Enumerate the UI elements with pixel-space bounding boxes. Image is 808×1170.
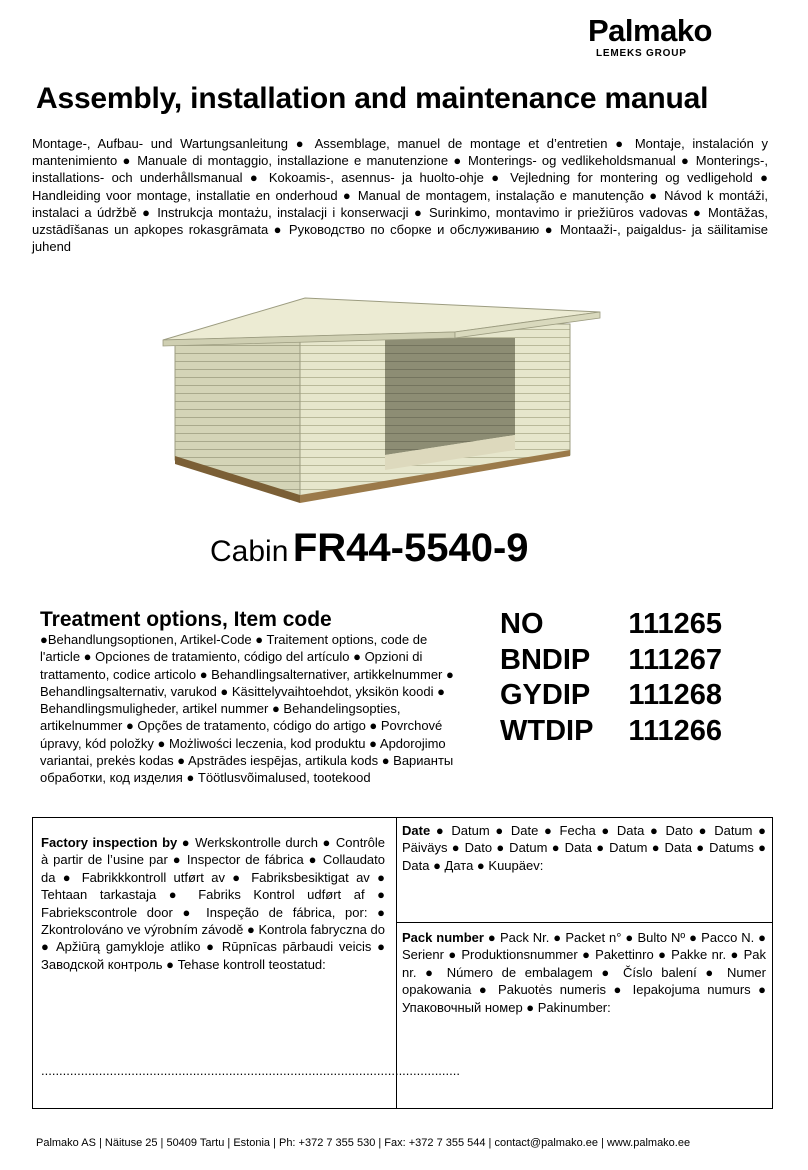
item-code: 111266 (628, 714, 722, 747)
cabin-illustration (155, 290, 605, 510)
factory-inspection-field (41, 834, 385, 973)
cabin-doorway (385, 338, 515, 455)
signature-line[interactable]: .................................................................................................................... (41, 1063, 460, 1078)
logo-group: LEMEKS GROUP (596, 48, 687, 59)
date-translations: ● Datum ● Date ● Fecha ● Data ● Dato ● Datum ● Päiväys ● Dato ● Datum ● Data ● Datum ● Data ● Datums ● Data ● Дата ● Kuupäev: (402, 823, 766, 873)
box-divider-horizontal (396, 922, 772, 923)
company-footer: Palmako AS | Näituse 25 | 50409 Tartu | Estonia | Ph: +372 7 355 530 | Fax: +372 7 355 544 | contact@palmako.ee | www.palmako.ee (36, 1137, 691, 1149)
item-code: 111267 (628, 643, 722, 676)
pack-number-label: Pack number (402, 930, 484, 945)
palmako-logo (566, 14, 734, 62)
treatment-option: GYDIP (500, 679, 591, 711)
factory-inspection-label: Factory inspection by (41, 835, 178, 850)
manual-title: Assembly, installation and maintenance manual (36, 82, 709, 115)
item-code-row (500, 714, 722, 750)
factory-inspection-translations: ● Werkskontrolle durch ● Contrôle à partir de l’usine par ● Inspector de fábrica ● Collaudato da ● Fabrikkkontroll utført av ● Fabriksbesiktigat av ● Tehtaan tarkastaja ● Fabriks Kontrol udført af ● Fabriekscontrole door ● Inspeção de fábrica, por: ● Zkontrolováno ve výrobním závodě ● Kontrola fabryczna do ● Apžiūrą gamykloje atliko ● Rūpnīcas pārbaudi veicis ● Заводской контроль ● Tehase kontroll teostatud: (41, 835, 385, 972)
treatment-option: WTDIP (500, 714, 594, 747)
manual-title-translations: Montage-, Aufbau- und Wartungsanleitung ● Assemblage, manuel de montage et d’entretien ● Montaje, instalación y mantenimiento ● Manuale di montaggio, installazione e manutenzione ● Monterings- og vedlikeholdsmanual ● Monterings-, installations- och underhållsmanual ● Kokoamis-, asennus- ja huolto-ohje ● Vejledning for montering og vedligehold ● Handleiding voor montage, installatie en onderhoud ● Manual de montagem, instalação e manutenção ● Návod k montáži, instalaci a údržbě ● Instrukcja montażu, instalacji i konserwacji ● Surinkimo, montavimo ir priežiūros vadovas ● Montāžas, uzstādīšanas un apkopes rokasgrāmata ● Руководство по сборке и обслуживанию ● Montaaži-, paigaldus- ja säilitamise juhend (32, 136, 768, 255)
cabin-side-wall (175, 324, 300, 500)
cabin-model-title (210, 526, 529, 571)
cabin-prefix: Cabin (210, 535, 289, 568)
pack-number-field[interactable] (402, 929, 766, 1016)
item-code: 111268 (628, 679, 722, 711)
item-code-row (500, 678, 722, 714)
item-code: 111265 (628, 608, 722, 640)
item-code-row (500, 607, 722, 643)
inspection-box (32, 817, 773, 1109)
treatment-option: BNDIP (500, 643, 591, 676)
treatment-heading: Treatment options, Item code (40, 608, 332, 631)
item-code-list (500, 607, 722, 749)
item-code-row (500, 643, 722, 679)
pack-number-translations: ● Pack Nr. ● Packet n° ● Bulto Nº ● Pacco N. ● Serienr ● Produktionsnummer ● Pakettinro ● Pakke nr. ● Pak nr. ● Número de embalagem ● Číslo balení ● Numer opakowania ● Pakuotės numeris ● Iepakojuma numurs ● Упаковочный номер ● Pakinumber: (402, 930, 766, 1015)
treatment-translations: ●Behandlungsoptionen, Artikel-Code ● Traitement options, code de l'article ● Opciones de tratamiento, código del artículo ● Opzioni di trattamento, codice articolo ● Behandlingsalternativer, artikkelnummer ● Behandlingsalternativ, varukod ● Käsittelyvaihtoehdot, yksikön koodi ● Behandlingsmuligheder, artikel nummer ● Behandelingsopties, artikelnummer ● Opções de tratamento, código do artigo ● Povrchové úpravy, kód položky ● Możliwości leczenia, kod produktu ● Apdorojimo variantai, prekės kodas ● Apstrādes iespējas, artikula kods ● Варианты обработки, код изделия ● Töötlusvõimalused, tootekood (40, 632, 454, 786)
treatment-option: NO (500, 608, 544, 640)
cabin-code: FR44-5540-9 (292, 526, 529, 570)
logo-brand: Palmako (587, 13, 712, 48)
date-label: Date (402, 823, 431, 838)
date-field[interactable] (402, 822, 766, 874)
